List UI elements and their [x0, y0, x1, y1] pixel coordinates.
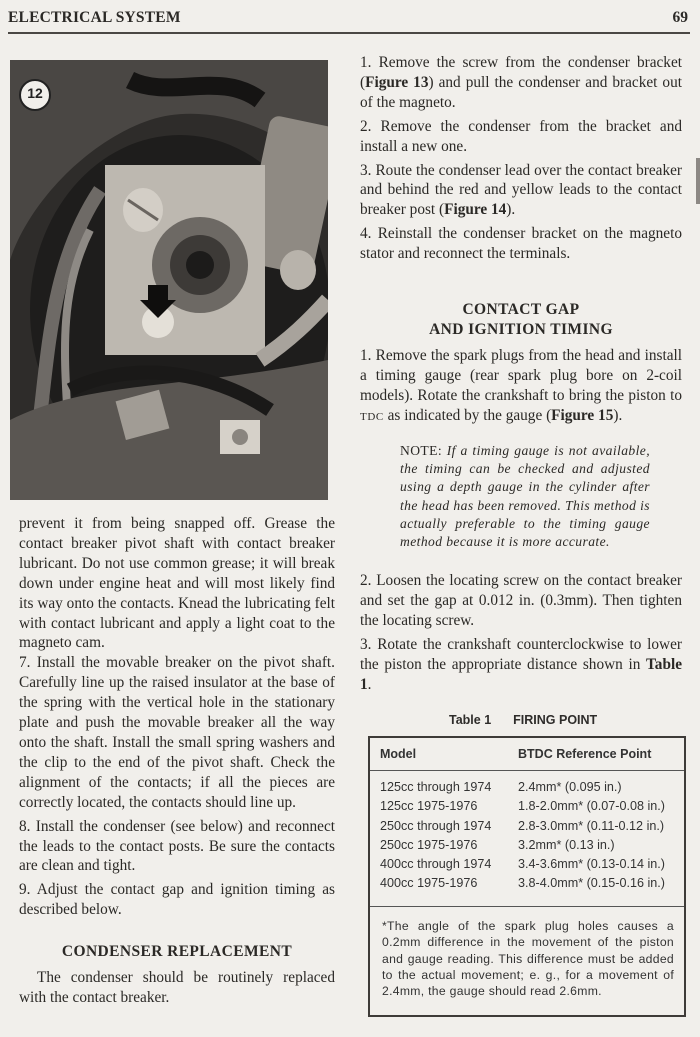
right-column	[360, 53, 682, 699]
condenser-step-2: 2. Remove the condenser from the bracket and install a new one.	[360, 117, 682, 155]
timing-step-3: 3. Rotate the crankshaft counterclockwise to lower the piston the appropriate distance shown in Table 1.	[360, 636, 682, 693]
cell-model: 250cc through 1974	[380, 818, 492, 833]
figure-14-ref: Figure 14	[444, 201, 507, 219]
chapter-title: ELECTRICAL SYSTEM	[8, 9, 181, 26]
note-label: NOTE:	[400, 442, 443, 458]
timing-note	[400, 442, 650, 552]
table-row	[370, 857, 684, 876]
timing-step-1: 1. Remove the spark plugs from the head and install a timing gauge (rear spark plug bore on 2-coil models). Rotate the crankshaft to bring the piston to TDC as indicated by the gauge (Figure 15).	[360, 347, 682, 424]
cell-btdc: 3.8-4.0mm* (0.15-0.16 in.)	[518, 876, 665, 891]
table-caption	[449, 713, 597, 727]
cell-model: 125cc 1975-1976	[380, 799, 478, 814]
table-row	[370, 876, 684, 895]
table-row	[370, 780, 684, 799]
contact-gap-heading-line-1: CONTACT GAP	[462, 301, 580, 319]
cell-model: 250cc 1975-1976	[380, 837, 478, 852]
table-body	[370, 771, 684, 907]
page-number: 69	[672, 9, 688, 26]
step-7: 7. Install the movable breaker on the pivot shaft. Carefully line up the raised insulator at the base of the spring with the vertical hole in the stationary plate and push the movable breaker all the way onto the shaft. Install the small spring washers and the clip to the end of the pivot shaft. Check the alignment of the contacts; if all the pieces are correctly located, the contacts should line up.	[19, 654, 335, 811]
firing-point-table	[368, 736, 686, 1017]
contact-gap-heading-line-2: AND IGNITION TIMING	[429, 321, 613, 339]
note-text: If a timing gauge is not available, the timing can be checked and adjusted using a depth gauge in the cylinder after the head has been removed. This method is actually preferable to the timing gauge method because it is more accurate.	[400, 442, 650, 550]
step-8: 8. Install the condenser (see below) and reconnect the leads to the contact posts. Be sure the contacts are clean and tight.	[19, 817, 335, 875]
magneto-photo-illustration	[10, 60, 328, 500]
cell-btdc: 2.8-3.0mm* (0.11-0.12 in.)	[518, 818, 665, 833]
table-number: Table 1	[449, 713, 492, 727]
condenser-step-4: 4. Reinstall the condenser bracket on the magneto stator and reconnect the terminals.	[360, 225, 682, 263]
tdc-abbr: TDC	[360, 410, 384, 423]
figure-13-ref: Figure 13	[365, 73, 429, 91]
table-footnote: *The angle of the spark plug holes causes a 0.2mm difference in the movement of the piston and gauge reading. This difference must be added to the actual movement; e. g., for a movement of 2.4mm, the gauge should read 2.6mm.	[382, 919, 674, 999]
timing-step-2: 2. Loosen the locating screw on the contact breaker and set the gap at 0.012 in. (0.3mm). Then tighten the locating screw.	[360, 572, 682, 630]
table-1-ref: Table 1	[360, 656, 682, 693]
cell-btdc: 3.2mm* (0.13 in.)	[518, 837, 615, 852]
condenser-replacement-heading: CONDENSER REPLACEMENT	[61, 943, 293, 961]
figure-15-ref: Figure 15	[551, 406, 614, 424]
figure-12-photo	[10, 60, 328, 500]
cell-model: 400cc 1975-1976	[380, 876, 478, 891]
table-row	[370, 838, 684, 857]
table-row	[370, 819, 684, 838]
continuation-paragraph: prevent it from being snapped off. Grease the contact breaker pivot shaft with contact breaker lubricant. Do not use common grease; it will break down under engine heat and will most likely find its way onto the contacts. Knead the lubricating felt with contact lubricant and apply a light coat to the magneto cam.	[19, 515, 335, 652]
left-column	[19, 514, 335, 1008]
cell-btdc: 1.8-2.0mm* (0.07-0.08 in.)	[518, 799, 665, 814]
condenser-intro: The condenser should be routinely replaced with the contact breaker.	[19, 969, 335, 1007]
cell-model: 400cc through 1974	[380, 857, 492, 872]
condenser-step-1: 1. Remove the screw from the condenser bracket (Figure 13) and pull the condenser and bracket out of the magneto.	[360, 54, 682, 111]
condenser-step-3: 3. Route the condenser lead over the contact breaker and behind the red and yellow leads to the contact breaker post (Figure 14).	[360, 161, 682, 219]
page-header	[8, 6, 690, 34]
cell-btdc: 2.4mm* (0.095 in.)	[518, 780, 622, 794]
cell-model: 125cc through 1974	[380, 780, 492, 794]
chapter-thumb-tab	[696, 158, 700, 204]
figure-number-badge: 12	[27, 85, 43, 101]
table-title: FIRING POINT	[513, 713, 598, 727]
table-row	[370, 799, 684, 818]
step-9: 9. Adjust the contact gap and ignition timing as described below.	[19, 881, 335, 919]
cell-btdc: 3.4-3.6mm* (0.13-0.14 in.)	[518, 857, 665, 872]
header-btdc: BTDC Reference Point	[518, 747, 652, 761]
table-header-row	[370, 738, 684, 771]
header-model: Model	[380, 747, 417, 761]
